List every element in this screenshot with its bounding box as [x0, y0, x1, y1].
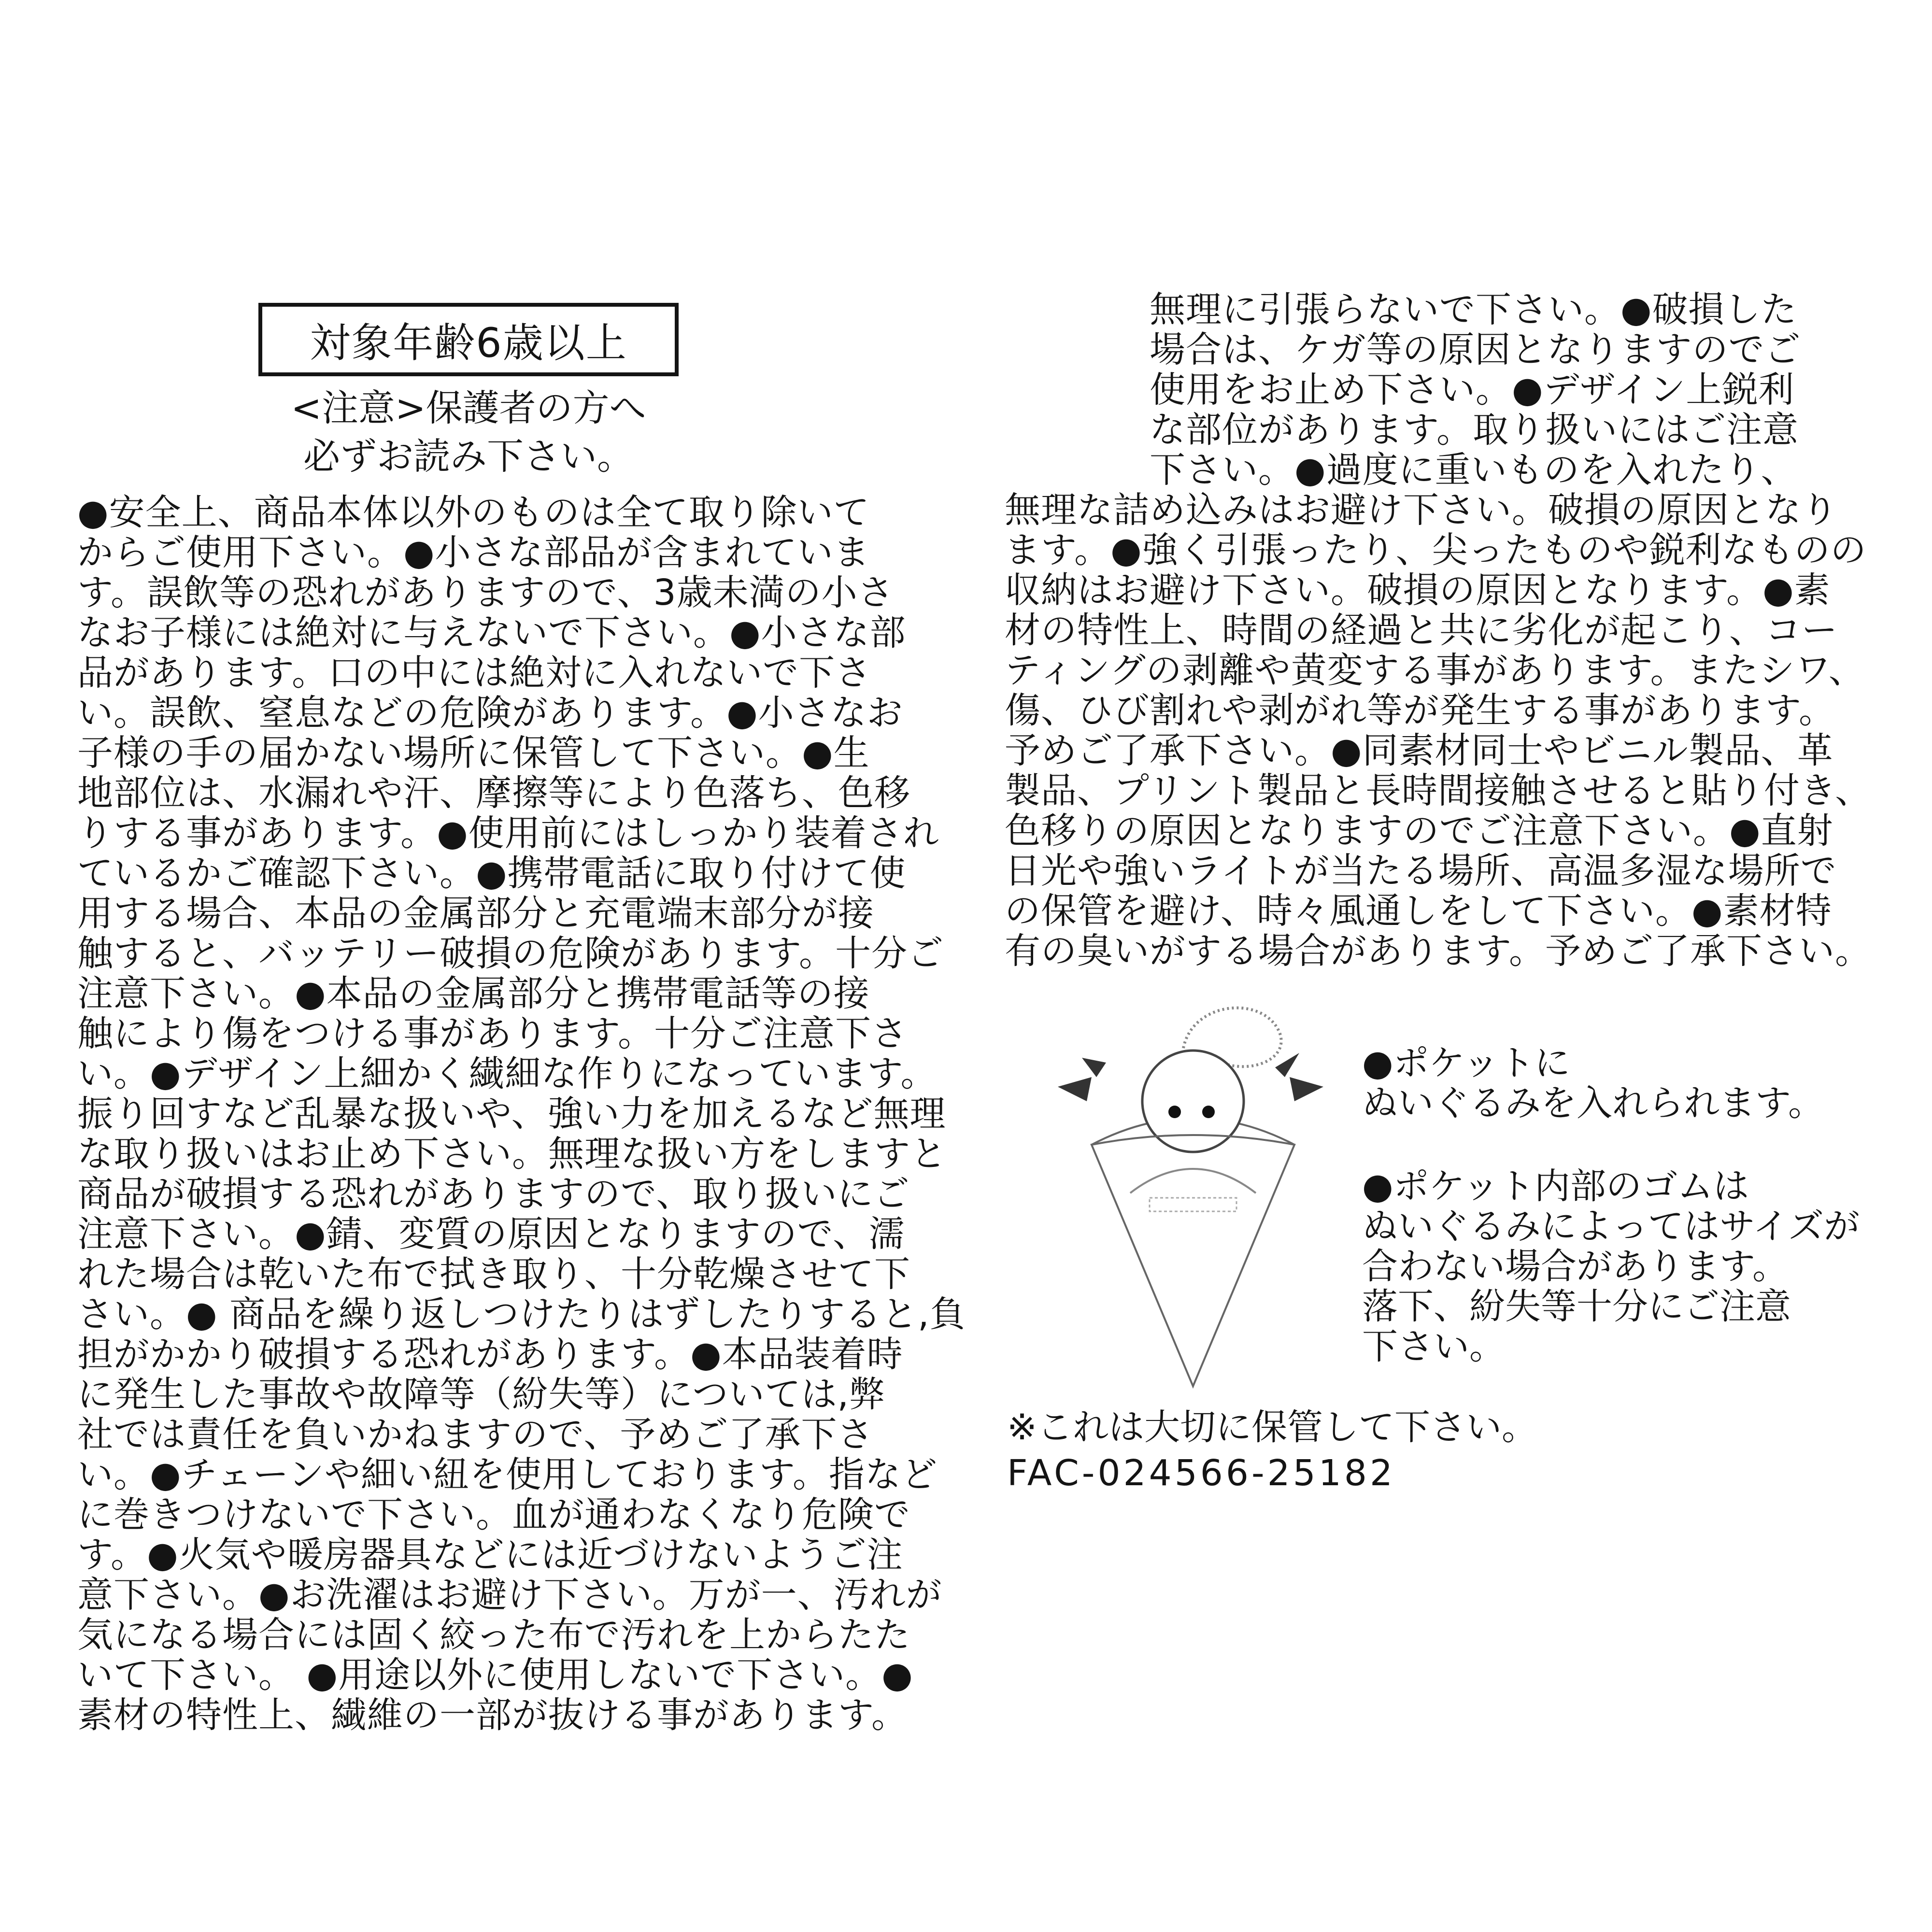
text-line: さい。● 商品を繰り返しつけたりはずしたりすると,負: [77, 1293, 966, 1335]
text-line: す。●火気や暖房器具などには近づけないようご注: [77, 1534, 903, 1576]
plush-right-eye: [1202, 1106, 1215, 1118]
right-warning-column: [1005, 290, 1871, 971]
text-line: 下さい。●過度に重いものを入れたり、: [1005, 449, 1797, 491]
text-line: い。誤飲、窒息などの危険があります。●小さなお: [77, 692, 903, 734]
text-line: ●ポケットに: [1362, 1042, 1570, 1084]
pocket-note-2: [1362, 1166, 1860, 1367]
text-line: 製品、プリント製品と長時間接触させると貼り付き、: [1005, 770, 1872, 811]
pocket-with-plush-illustration: [1038, 1005, 1348, 1401]
text-line: な部位があります。取り扱いにはご注意: [1005, 409, 1799, 451]
text-line: ます。●強く引張ったり、尖ったものや鋭利なものの: [1005, 529, 1867, 571]
text-line: 注意下さい。●本品の金属部分と携帯電話等の接: [77, 973, 870, 1014]
text-line: ぬいぐるみによってはサイズが: [1362, 1206, 1860, 1247]
elastic-band: [1150, 1198, 1236, 1211]
text-line: ぬいぐるみを入れられます。: [1362, 1082, 1824, 1124]
pocket-cone-icon: [1092, 1135, 1294, 1386]
text-line: 合わない場合があります。: [1362, 1246, 1789, 1287]
text-line: からご使用下さい。●小さな部品が含まれていま: [77, 532, 870, 573]
text-line: 品があります。口の中には絶対に入れないで下さ: [77, 652, 872, 694]
text-line: ているかご確認下さい。●携帯電話に取り付けて使: [77, 852, 906, 894]
text-line: 有の臭いがする場合があります。予めご了承下さい。: [1005, 930, 1872, 972]
text-line: の保管を避け、時々風通しをして下さい。●素材特: [1005, 890, 1832, 932]
product-code: FAC-024566-25182: [1007, 1452, 1396, 1494]
text-line: 意下さい。●お洗濯はお避け下さい。万が一、汚れが: [77, 1574, 942, 1616]
text-line: に発生した事故や故障等（紛失等）については,弊: [77, 1374, 886, 1415]
text-line: 材の特性上、時間の経過と共に劣化が起こり、コー: [1005, 610, 1838, 651]
keep-notice: ※これは大切に保管して下さい。: [1007, 1406, 1538, 1448]
text-line: ●安全上、商品本体以外のものは全て取り除いて: [77, 492, 870, 533]
motion-mark-left-2: [1082, 1058, 1106, 1077]
text-line: 子様の手の届かない場所に保管して下さい。●生: [77, 732, 870, 774]
left-warning-column: [77, 493, 966, 1735]
text-line: れた場合は乾いた布で拭き取り、十分乾燥させて下: [77, 1253, 910, 1295]
text-line: 場合は、ケガ等の原因となりますのでご: [1005, 329, 1801, 370]
text-line: いて下さい。 ●用途以外に使用しないで下さい。●: [77, 1654, 913, 1696]
text-line: 傷、ひび割れや剥がれ等が発生する事があります。: [1005, 690, 1835, 731]
text-line: 素材の特性上、繊維の一部が抜ける事があります。: [77, 1694, 908, 1736]
text-line: 収納はお避け下さい。破損の原因となります。●素: [1005, 569, 1831, 611]
text-line: 気になる場合には固く絞った布で汚れを上からたた: [77, 1614, 910, 1656]
text-line: 予めご了承下さい。●同素材同士やビニル製品、革: [1005, 730, 1833, 771]
motion-mark-right-2: [1275, 1053, 1299, 1077]
text-line: なお子様には絶対に与えないで下さい。●小さな部: [77, 612, 906, 653]
text-line: 社では責任を負いかねますので、予めご了承下さ: [77, 1414, 874, 1455]
text-line: 無理な詰め込みはお避け下さい。破損の原因となり: [1005, 489, 1838, 531]
text-line: 注意下さい。●錆、変質の原因となりますので、濡: [77, 1213, 906, 1255]
text-line: す。誤飲等の恐れがありますので、3歳未満の小さ: [77, 572, 894, 613]
notice-title: <注意>保護者の方へ: [291, 386, 646, 429]
text-line: 落下、紛失等十分にご注意: [1362, 1286, 1791, 1327]
text-line: 地部位は、水漏れや汗、摩擦等により色落ち、色移: [77, 772, 910, 814]
text-line: 無理に引張らないで下さい。●破損した: [1005, 289, 1797, 330]
text-line: い。●チェーンや細い紐を使用しております。指など: [77, 1454, 938, 1495]
notice-subtitle: 必ずお読み下さい。: [303, 435, 634, 478]
motion-mark-left-1: [1058, 1077, 1092, 1101]
text-line: ●ポケット内部のゴムは: [1362, 1165, 1749, 1207]
text-line: りする事があります。●使用前にはしっかり装着され: [77, 812, 939, 854]
text-line: 下さい。: [1362, 1326, 1505, 1367]
text-line: 用する場合、本品の金属部分と充電端末部分が接: [77, 893, 874, 934]
pocket-note-1: [1362, 1043, 1824, 1123]
text-line: い。●デザイン上細かく繊細な作りになっています。: [77, 1053, 937, 1094]
text-line: 色移りの原因となりますのでご注意下さい。●直射: [1005, 810, 1833, 852]
text-line: 使用をお止め下さい。●デザイン上鋭利: [1005, 369, 1795, 411]
text-line: 担がかかり破損する恐れがあります。●本品装着時: [77, 1334, 903, 1375]
age-rating-box: [258, 303, 679, 376]
plush-body: [1130, 1169, 1256, 1193]
text-line: な取り扱いはお止め下さい。無理な扱い方をしますと: [77, 1133, 947, 1175]
motion-mark-right-1: [1290, 1077, 1323, 1101]
plush-left-eye: [1168, 1106, 1181, 1118]
text-line: に巻きつけないで下さい。血が通わなくなり危険で: [77, 1494, 910, 1535]
text-line: ティングの剥離や黄変する事があります。またシワ、: [1005, 650, 1865, 691]
text-line: 商品が破損する恐れがありますので、取り扱いにご: [77, 1173, 910, 1215]
text-line: 触すると、バッテリー破損の危険があります。十分ご: [77, 933, 944, 974]
text-line: 日光や強いライトが当たる場所、高温多湿な場所で: [1005, 850, 1837, 892]
text-line: 触により傷をつける事があります。十分ご注意下さ: [77, 1013, 908, 1054]
text-line: 振り回すなど乱暴な扱いや、強い力を加えるなど無理: [77, 1093, 946, 1135]
age-rating-text: 対象年齢6歳以上: [310, 319, 627, 367]
